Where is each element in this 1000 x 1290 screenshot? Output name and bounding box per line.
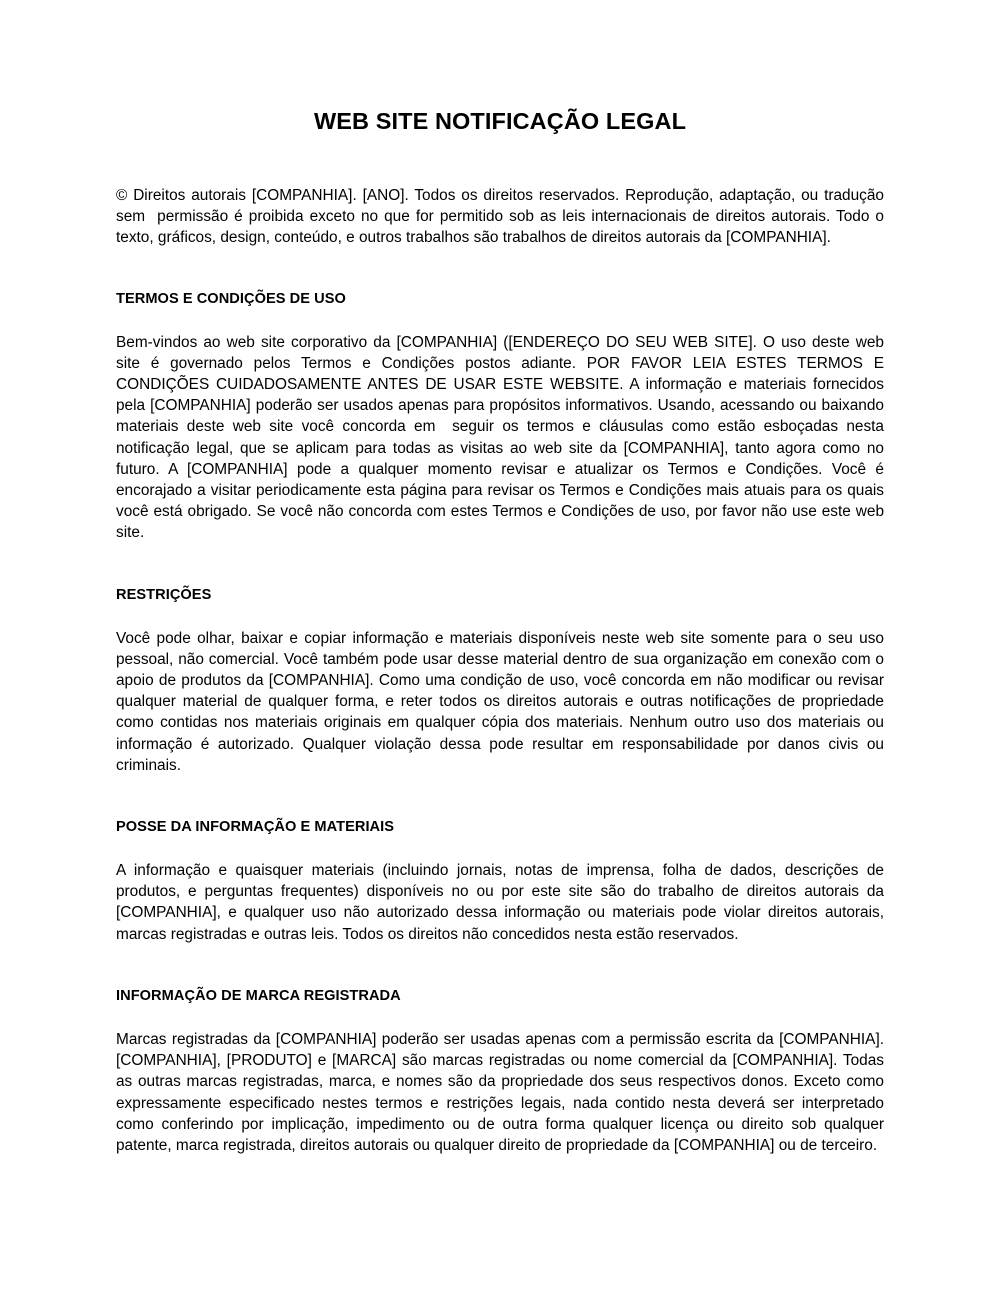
section-heading-informacao-de-marca-registrada: INFORMAÇÃO DE MARCA REGISTRADA [116,987,401,1004]
spacer-section-2-to-section-3 [116,776,884,817]
spacer-title-to-intro [116,135,884,185]
spacer-heading-1-to-body-1 [116,310,884,332]
copyright-paragraph: © Direitos autorais [COMPANHIA]. [ANO]. Todos os direitos reservados. Reprodução, adaptação, ou tradução sem permissão é proibida exceto no que for permitido sob as leis internacionais de direitos autorais. Todo o texto, gráficos, design, conteúdo, e outros trabalhos são trabalhos de direitos autorais da [COMPANHIA]. [116,187,889,247]
section-heading-termos-e-condicoes-de-uso: TERMOS E CONDIÇÕES DE USO [116,290,346,307]
spacer-heading-4-to-body-4 [116,1007,884,1029]
section-body-informacao-de-marca-registrada: Marcas registradas da [COMPANHIA] poderão ser usadas apenas com a permissão escrita da [COMPANHIA]. [COMPANHIA], [PRODUTO] e [MARCA] são marcas registradas ou nome comercial da [COMPANHIA]. Todas as outras marcas registradas, marca, e nomes são da propriedade dos seus respectivos donos. Exceto como expressamente especificado nestes termos e restrições legais, nada contido nesta deverá ser interpretado como conferindo por implicação, impedimento ou de outra forma qualquer licença ou direito sob qualquer patente, marca registrada, direitos autorais ou qualquer direito de propriedade da [COMPANHIA] ou de terceiro. [116,1030,889,1154]
spacer-heading-3-to-body-3 [116,838,884,860]
page-title: WEB SITE NOTIFICAÇÃO LEGAL [313,108,687,134]
section-heading-restricoes: RESTRIÇÕES [116,586,212,603]
spacer-heading-2-to-body-2 [116,606,884,628]
section-body-restricoes: Você pode olhar, baixar e copiar informação e materiais disponíveis neste web site somente para o seu uso pessoal, não comercial. Você também pode usar desse material dentro de sua organização em conexão com o apoio de produtos da [COMPANHIA]. Como uma condição de uso, você concorda em não modificar ou revisar qualquer material de qualquer forma, e reter todos os direitos autorais e outras notificações de propriedade como contidas nos materiais originais em qualquer cópia dos materiais. Nenhum outro uso dos materiais ou informação é autorizado. Qualquer violação dessa pode resultar em responsabilidade por danos civis ou criminais. [116,629,889,774]
section-heading-posse-da-informacao-e-materiais: POSSE DA INFORMAÇÃO E MATERIAIS [116,819,395,836]
spacer-section-3-to-section-4 [116,945,884,986]
section-body-posse-da-informacao-e-materiais: A informação e quaisquer materiais (incluindo jornais, notas de imprensa, folha de dados, descrições de produtos, e perguntas frequentes) disponíveis no ou por este site são do trabalho de direitos autorais da [COMPANHIA], e qualquer uso não autorizado dessa informação ou materiais pode violar direitos autorais, marcas registradas e outras leis. Todos os direitos não concedidos nesta estão reservados. [116,862,889,943]
document-content [116,0,889,1156]
spacer-section-1-to-section-2 [116,544,884,585]
section-body-termos-e-condicoes-de-uso: Bem-vindos ao web site corporativo da [COMPANHIA] ([ENDEREÇO DO SEU WEB SITE]. O uso deste web site é governado pelos Termos e Condições postos adiante. POR FAVOR LEIA ESTES TERMOS E CONDIÇÕES CUIDADOSAMENTE ANTES DE USAR ESTE WEBSITE. A informação e materiais fornecidos pela [COMPANHIA] poderão ser usados apenas para propósitos informativos. Usando, acessando ou baixando materiais deste web site você concorda em seguir os termos e cláusulas como estão esboçadas nesta notificação legal, que se aplicam para todas as visitas ao web site da [COMPANHIA], tanto agora como no futuro. A [COMPANHIA] pode a qualquer momento revisar e atualizar os Termos e Condições. Você é encorajado a visitar periodicamente esta página para revisar os Termos e Condições mais atuais para os quais você está obrigado. Se você não concorda com estes Termos e Condições de uso, por favor não use este web site. [116,333,889,542]
spacer-intro-to-section-1 [116,249,884,289]
